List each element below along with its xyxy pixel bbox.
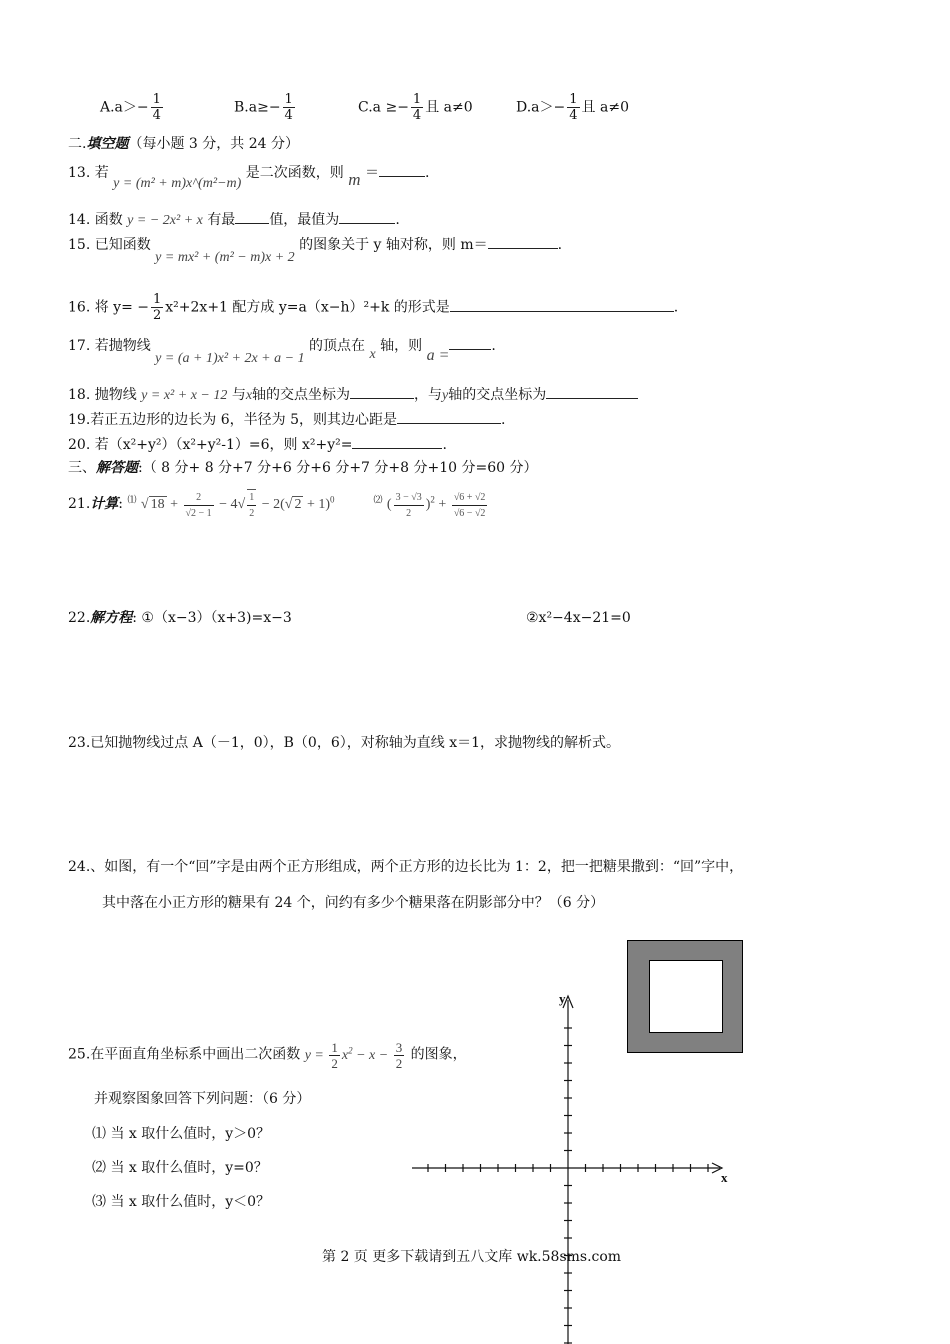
question-21: 21.计算: ⑴ √ 18 + $\frac{2}{√2 - 1}$ − 4√ $\frac{1}{2}$ − 2(√ 2 + 1)$^0$ ⑵ ( $\frac{3 - √3}{2}$ )$^2$ + $\frac{√6 + √2}{√6 - √2}$ xyxy=(68,489,489,521)
question-25-instruction: 并观察图象回答下列问题：（6 分） xyxy=(94,1091,311,1107)
hui-square-figure xyxy=(627,940,743,1053)
q21-expression-1: √ 18 + $\frac{2}{√2 - 1}$ − 4√ $\frac{1}{2}$ − 2(√ 2 + 1)$^0$ xyxy=(141,497,335,512)
inner-square xyxy=(649,960,723,1033)
question-22-part-2: ②x²−4x−21=0 xyxy=(526,610,631,626)
x-axis-label: x xyxy=(721,1170,728,1185)
question-25-sub-2: ⑵ 当 x 取什么值时，y=0？ xyxy=(92,1160,268,1176)
q25-formula: y = $\frac{1}{2}$ $x^2 - x$ − $\frac{3}{2}$ xyxy=(304,1040,403,1071)
question-25-sub-1: ⑴ 当 x 取什么值时，y＞0？ xyxy=(92,1126,271,1142)
question-25: 25.在平面直角坐标系中画出二次函数 y = $\frac{1}{2}$ $x^2 - x$ − $\frac{3}{2}$ 的图象， xyxy=(68,1040,467,1071)
q18-formula: y = x² + x − 12 xyxy=(141,388,228,403)
question-13: 13. 若 y = (m² + m)x^(m²−m) 是二次函数，则 m ＝ . xyxy=(68,162,429,184)
section-2-heading: 二.填空题（每小题 3 分，共 24 分） xyxy=(68,136,299,152)
question-18: 18. 抛物线 y = x² + x − 12 与x轴的交点坐标为 ，与y轴的交点坐标为 xyxy=(68,384,638,406)
section-3-heading: 三、解答题:（ 8 分+ 8 分+7 分+6 分+6 分+7 分+8 分+10 分=60 分） xyxy=(68,460,538,476)
option-c: C.a ≥− $\frac{1}{4}$ 且 a≠0 xyxy=(358,92,473,123)
q21-expression-2: ( $\frac{3 - √3}{2}$ )$^2$ + $\frac{√6 + √2}{√6 - √2}$ xyxy=(386,491,486,519)
question-16: 16. 将 y= − $\frac{1}{2}$ x²+2x+1 配方成 y=a（x−h）²+k 的形式是 . xyxy=(68,292,679,323)
question-22: 22.解方程: ①（x−3）（x+3)=x−3 xyxy=(68,610,292,626)
blank xyxy=(379,162,425,177)
q15-formula: y = mx² + (m² − m)x + 2 xyxy=(155,250,295,265)
q13-formula: y = (m² + m)x^(m²−m) xyxy=(113,176,242,191)
question-19: 19.若正五边形的边长为 6，半径为 5，则其边心距是 . xyxy=(68,409,505,430)
q14-formula: y = − 2x² + x xyxy=(127,213,203,228)
y-axis-label: y xyxy=(559,991,566,1006)
question-15: 15. 已知函数 y = mx² + (m² − m)x + 2 的图象关于 y 轴对称，则 m＝ . xyxy=(68,234,562,256)
question-20: 20. 若（x²+y²）（x²+y²-1）=6，则 x²+y²= . xyxy=(68,434,447,455)
question-25-sub-3: ⑶ 当 x 取什么值时，y＜0？ xyxy=(92,1194,271,1210)
question-14: 14. 函数 y = − 2x² + x 有最 值，最值为 . xyxy=(68,209,400,231)
question-24-line-2: 其中落在小正方形的糖果有 24 个，问约有多少个糖果落在阴影部分中？（6 分） xyxy=(102,895,605,911)
question-24-line-1: 24.、如图，有一个“回”字是由两个正方形组成，两个正方形的边长比为 1：2，把一把糖果撒到：“回”字中， xyxy=(68,859,744,875)
option-d: D.a＞− $\frac{1}{4}$ 且 a≠0 xyxy=(516,92,629,123)
page-footer: 第 2 页 更多下载请到五八文库 wk.58sms.com xyxy=(322,1249,622,1265)
question-17: 17. 若抛物线 y = (a + 1)x² + 2x + a − 1 的顶点在 x 轴，则 a =. xyxy=(68,335,496,357)
question-23: 23.已知抛物线过点 A（－1，0），B（0，6），对称轴为直线 x＝1，求抛物线的解析式。 xyxy=(68,735,620,751)
option-b: B.a≥− $\frac{1}{4}$ xyxy=(234,92,293,123)
x-axis-arrow xyxy=(712,1163,722,1173)
q17-formula: y = (a + 1)x² + 2x + a − 1 xyxy=(155,351,305,366)
option-a: A.a＞− $\frac{1}{4}$ xyxy=(100,92,161,123)
y-axis-arrow xyxy=(563,996,573,1008)
